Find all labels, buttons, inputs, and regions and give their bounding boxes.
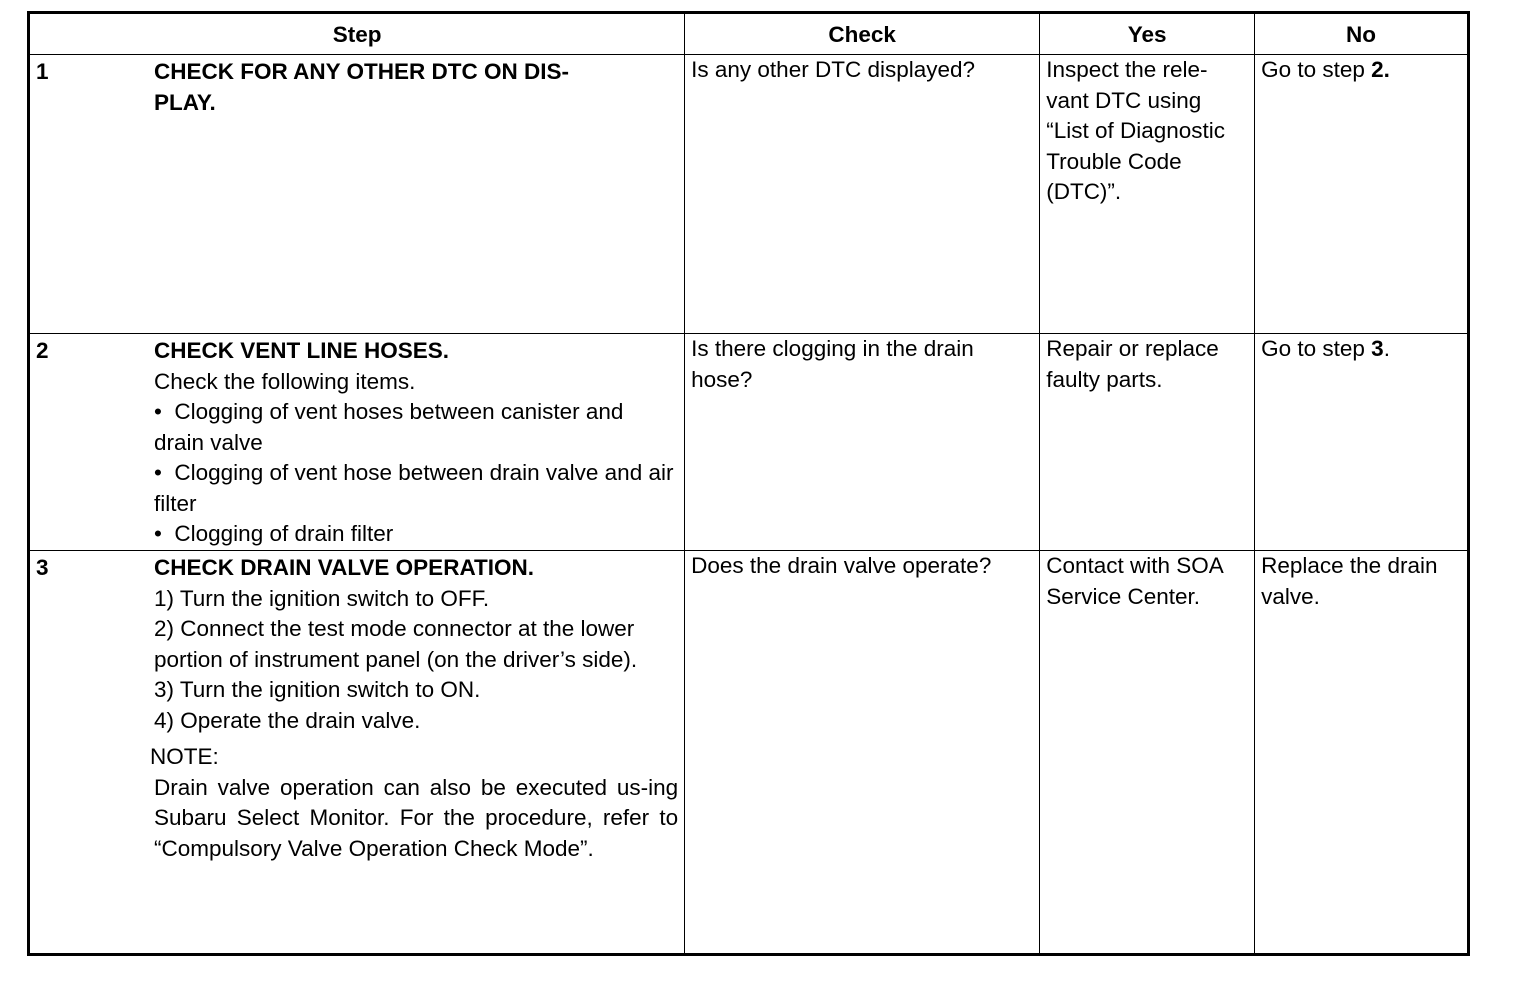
no-text: Go to step [1261, 57, 1372, 82]
step-cell [29, 55, 685, 334]
step-number: 2 [36, 338, 49, 363]
bullet-item: • Clogging of drain filter [154, 521, 394, 546]
procedure-step: 4) Operate the drain valve. [154, 707, 421, 733]
check-cell: Is any other DTC displayed? [685, 55, 1040, 334]
procedure-step: 1) Turn the ignition switch to OFF. [154, 585, 490, 611]
header-check: Check [685, 13, 1040, 55]
step-intro: Check the following items. [154, 368, 416, 394]
check-cell: Is there clogging in the drain hose? [685, 334, 1040, 551]
header-row [29, 13, 1469, 55]
step-cell [29, 551, 685, 955]
note-label: NOTE: [150, 744, 219, 769]
bullet-item: • Clogging of vent hoses between canister and drain valve [154, 399, 624, 455]
no-suffix: . [1383, 336, 1390, 361]
header-yes: Yes [1040, 13, 1255, 55]
table-row [29, 55, 1469, 334]
step-title: CHECK FOR ANY OTHER DTC ON DIS-PLAY. [154, 59, 570, 115]
procedure-step: 2) Connect the test mode connector at the lower portion of instrument panel (on the driver’s side). [154, 616, 638, 672]
step-ref: 2. [1371, 57, 1390, 82]
step-ref: 3 [1371, 336, 1384, 361]
no-cell [1255, 334, 1469, 551]
no-text: Go to step [1261, 336, 1372, 361]
yes-cell: Inspect the rele-vant DTC using “List of Diagnostic Trouble Code (DTC)”. [1040, 55, 1255, 334]
yes-cell: Repair or replace faulty parts. [1040, 334, 1255, 551]
diagnostic-table [27, 11, 1470, 956]
step-number: 3 [36, 555, 49, 580]
step-title: CHECK VENT LINE HOSES. [154, 338, 450, 363]
procedure-step: 3) Turn the ignition switch to ON. [154, 677, 481, 702]
header-step: Step [29, 13, 685, 55]
step-cell [29, 334, 685, 551]
no-cell [1255, 55, 1469, 334]
bullet-item: • Clogging of vent hose between drain valve and air filter [154, 460, 674, 516]
note-text: Drain valve operation can also be executed us-ing Subaru Select Monitor. For the procedure, refer to “Compulsory Valve Operation Check Mode”. [154, 774, 679, 861]
no-cell: Replace the drain valve. [1255, 551, 1469, 955]
check-cell: Does the drain valve operate? [685, 551, 1040, 955]
step-number: 1 [36, 59, 49, 84]
table-row [29, 551, 1469, 955]
step-title: CHECK DRAIN VALVE OPERATION. [154, 555, 535, 580]
yes-cell: Contact with SOA Service Center. [1040, 551, 1255, 955]
header-no: No [1255, 13, 1469, 55]
table-row [29, 334, 1469, 551]
